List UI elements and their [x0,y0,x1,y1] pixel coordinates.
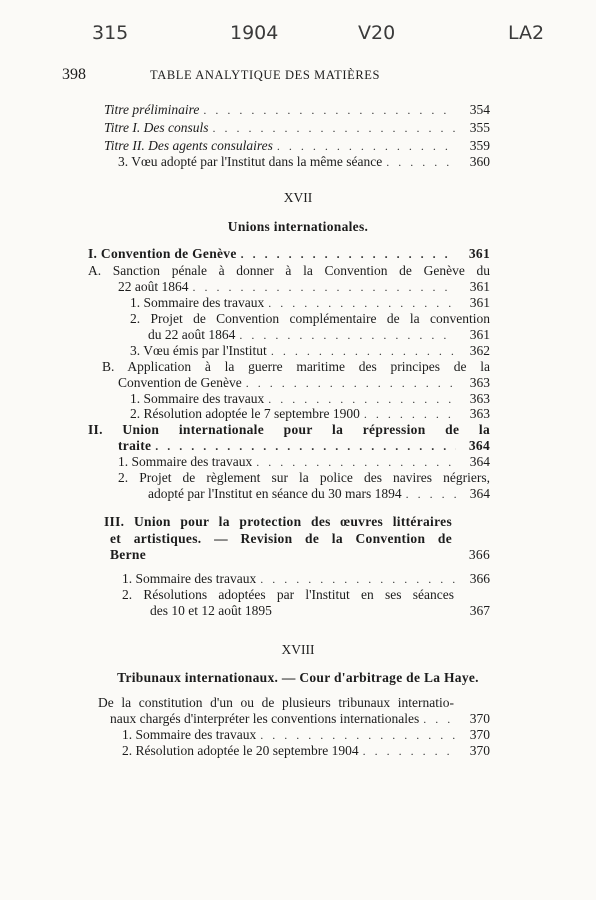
handwritten-mark: 315 [92,22,129,44]
section-number: XVII [283,190,313,205]
toc-entry-text: De la constitution d'un ou de plusieurs tribunaux internatio- [98,695,454,710]
toc-entry-text: 2. Résolutions adoptées par l'Institut en ses séances [122,587,454,602]
toc-entry: 22 août 1864 . . . 361 [118,278,490,295]
toc-entry: adopté par l'Institut en séance du 30 mars 1894 . . . 364 [148,485,490,502]
toc-entry: 1. Sommaire des travaux . . . 363 [130,390,490,407]
toc-entry: Convention de Genève . . . 363 [118,374,490,391]
toc-entry: Titre préliminaire . . . 354 [104,101,490,118]
toc-entry: 3. Vœu adopté par l'Institut dans la même séance . . . 360 [118,153,490,170]
toc-entry: Berne 366 [110,547,490,562]
toc-entry-text: II. Union internationale pour la répression de la [88,422,490,437]
toc-entry: traite . . . 364 [118,437,490,454]
section-title: Tribunaux internationaux. — Cour d'arbitrage de La Haye. [117,670,479,685]
toc-entry: 1. Sommaire des travaux . . . 366 [122,570,490,587]
toc-entry-text: B. Application à la guerre maritime des principes de la [102,359,490,374]
toc-entry-text: III. Union pour la protection des œuvres littéraires [104,514,452,529]
section-number: XVIII [281,642,315,657]
toc-entry-text: 2. Projet de règlement sur la police des navires négriers, [118,470,490,485]
toc-entry: 2. Résolution adoptée le 7 septembre 1900 . . . 363 [130,405,490,422]
page-number: 398 [62,66,86,83]
toc-entry: 1. Sommaire des travaux . . . 361 [130,294,490,311]
toc-entry: 2. Résolution adoptée le 20 septembre 1904 . . . 370 [122,742,490,759]
toc-entry: 1. Sommaire des travaux . . . 370 [122,726,490,743]
toc-entry-text: et artistiques. — Revision de la Convention de [110,531,452,546]
toc-entry: Titre II. Des agents consulaires . . . 359 [104,137,490,154]
toc-entry: Titre I. Des consuls . . . 355 [104,119,490,136]
handwritten-mark: V20 [358,22,396,44]
toc-entry: 3. Vœu émis par l'Institut . . . 362 [130,342,490,359]
running-head: TABLE ANALYTIQUE DES MATIÈRES [150,68,381,82]
section-title: Unions internationales. [227,219,369,234]
toc-entry: naux chargés d'interpréter les conventions internationales . . . 370 [110,710,490,727]
handwritten-mark: 1904 [230,22,279,44]
toc-entry: I. Convention de Genève . . . 361 [88,245,490,262]
handwritten-mark: LA2 [508,22,545,44]
toc-entry: des 10 et 12 août 1895 367 [150,603,490,618]
toc-entry: du 22 août 1864 . . . 361 [148,326,490,343]
toc-entry: 1. Sommaire des travaux . . . 364 [118,453,490,470]
toc-entry-text: A. Sanction pénale à donner à la Convention de Genève du [88,263,490,278]
toc-entry-text: 2. Projet de Convention complémentaire de la convention [130,311,490,326]
